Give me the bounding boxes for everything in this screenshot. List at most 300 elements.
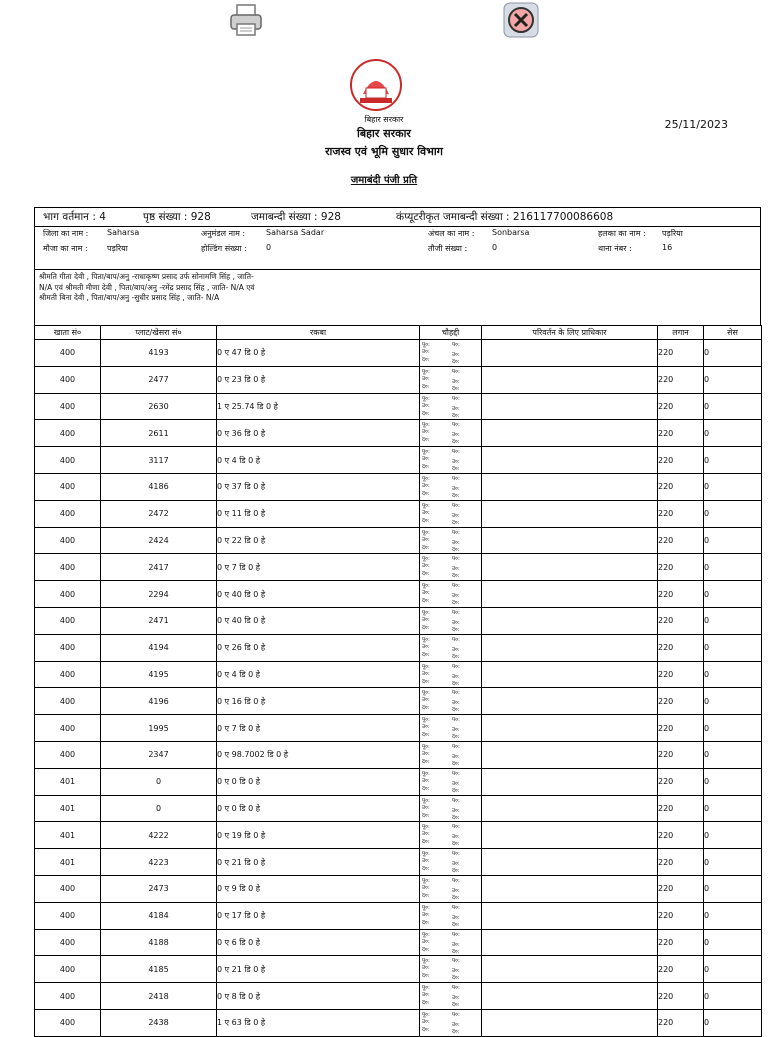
- government-name: बिहार सरकार: [357, 127, 411, 140]
- chauhaddi-west: प०:: [452, 422, 460, 429]
- chauhaddi-north-2: उ०:: [452, 1021, 460, 1028]
- ses-value: 0: [704, 366, 762, 393]
- lagan-value: 220: [658, 983, 704, 1010]
- ses-value: 0: [704, 849, 762, 876]
- chauhaddi-east: पू०:: [422, 583, 430, 590]
- lagan-value: 220: [658, 393, 704, 420]
- chauhaddi-west: प०:: [452, 475, 460, 482]
- chauhaddi-north: उ०:: [422, 938, 430, 945]
- pradhikar-cell: [482, 715, 658, 742]
- pradhikar-cell: [482, 688, 658, 715]
- plot-number: 3117: [101, 447, 217, 474]
- chauhaddi-east: पू०:: [422, 422, 430, 429]
- khata-number: 401: [35, 849, 101, 876]
- khata-number: 400: [35, 393, 101, 420]
- plot-number: 2438: [101, 1009, 217, 1036]
- chauhaddi-north-2: उ०:: [452, 512, 460, 519]
- close-button[interactable]: [503, 2, 539, 38]
- divider: [35, 269, 760, 270]
- chauhaddi-north-2: उ०:: [452, 352, 460, 358]
- halka-value: पड़रिया: [662, 229, 683, 238]
- zila-value: Saharsa: [107, 228, 140, 237]
- chauhaddi-south: द०:: [422, 517, 430, 524]
- chauhaddi-north: उ०:: [422, 724, 430, 731]
- chauhaddi-cell: [420, 581, 482, 608]
- lagan-value: 220: [658, 473, 704, 500]
- khata-number: 400: [35, 661, 101, 688]
- chauhaddi-north: उ०:: [422, 482, 430, 489]
- pradhikar-cell: [482, 768, 658, 795]
- table-row: [35, 768, 762, 795]
- col-pradhikar: परिवर्तन के लिए प्राधिकार: [482, 326, 658, 340]
- chauhaddi-west: प०:: [452, 931, 460, 938]
- chauhaddi-south: द०:: [422, 490, 430, 497]
- lagan-value: 220: [658, 875, 704, 902]
- chauhaddi-south-2: द०:: [452, 975, 460, 982]
- lagan-value: 220: [658, 822, 704, 849]
- plot-number: 4195: [101, 661, 217, 688]
- chauhaddi-west: प०:: [452, 342, 460, 348]
- lagan-value: 220: [658, 500, 704, 527]
- chauhaddi-west: प०:: [452, 824, 460, 831]
- chauhaddi-south: द०:: [422, 866, 430, 873]
- plot-number: 2473: [101, 875, 217, 902]
- chauhaddi-south-2: द०:: [452, 1002, 460, 1009]
- chauhaddi-north: उ०:: [422, 697, 430, 704]
- chauhaddi-south: द०:: [422, 1026, 430, 1033]
- pradhikar-cell: [482, 420, 658, 447]
- rakba-area: 0 ए 4 डि 0 हे: [217, 661, 420, 688]
- lagan-value: 220: [658, 902, 704, 929]
- chauhaddi-south: द०:: [422, 705, 430, 712]
- chauhaddi-south: द०:: [422, 919, 430, 926]
- tauzi-value: 0: [492, 243, 498, 252]
- khata-number: 400: [35, 340, 101, 367]
- table-row: [35, 1009, 762, 1036]
- chauhaddi-north: उ०:: [422, 965, 430, 972]
- khata-number: 400: [35, 500, 101, 527]
- pradhikar-cell: [482, 956, 658, 983]
- chauhaddi-south: द०:: [422, 624, 430, 631]
- chauhaddi-west: प०:: [452, 770, 460, 777]
- ses-value: 0: [704, 581, 762, 608]
- chauhaddi-west: प०:: [452, 583, 460, 590]
- chauhaddi-south-2: द०:: [452, 760, 460, 767]
- chauhaddi-east: पू०:: [422, 475, 430, 482]
- pradhikar-cell: [482, 902, 658, 929]
- ses-value: 0: [704, 500, 762, 527]
- chauhaddi-south-2: द०:: [452, 439, 460, 446]
- plot-number: 0: [101, 795, 217, 822]
- rakba-area: 0 ए 6 डि 0 हे: [217, 929, 420, 956]
- prishth-sankhya: पृष्ठ संख्या : 928: [143, 211, 211, 223]
- ses-value: 0: [704, 741, 762, 768]
- thana-label: थाना नंबर :: [598, 244, 632, 253]
- plot-number: 4185: [101, 956, 217, 983]
- rakba-area: 0 ए 36 डि 0 हे: [217, 420, 420, 447]
- chauhaddi-north-2: उ०:: [452, 727, 460, 734]
- chauhaddi-north: उ०:: [422, 429, 430, 436]
- chauhaddi-cell: [420, 795, 482, 822]
- chauhaddi-north-2: उ०:: [452, 941, 460, 948]
- plot-number: 2418: [101, 983, 217, 1010]
- lagan-value: 220: [658, 527, 704, 554]
- chauhaddi-east: पू०:: [422, 770, 430, 777]
- plot-number: 4193: [101, 340, 217, 367]
- pradhikar-cell: [482, 473, 658, 500]
- chauhaddi-cell: [420, 715, 482, 742]
- chauhaddi-north: उ०:: [422, 831, 430, 838]
- lagan-value: 220: [658, 768, 704, 795]
- chauhaddi-cell: [420, 983, 482, 1010]
- chauhaddi-south-2: द०:: [452, 412, 460, 419]
- col-plot: प्लाट/खेसरा सं०: [101, 326, 217, 340]
- chauhaddi-east: पू०:: [422, 663, 430, 670]
- table-row: [35, 447, 762, 474]
- lagan-value: 220: [658, 1009, 704, 1036]
- plot-number: 2477: [101, 366, 217, 393]
- department-name: राजस्व एवं भूमि सुधार विभाग: [325, 145, 443, 158]
- lagan-value: 220: [658, 340, 704, 367]
- khata-number: 400: [35, 581, 101, 608]
- chauhaddi-cell: [420, 420, 482, 447]
- chauhaddi-cell: [420, 634, 482, 661]
- chauhaddi-west: प०:: [452, 529, 460, 536]
- chauhaddi-south-2: द०:: [452, 868, 460, 875]
- plot-number: 2472: [101, 500, 217, 527]
- chauhaddi-north-2: उ०:: [452, 432, 460, 439]
- lagan-value: 220: [658, 849, 704, 876]
- jamabandi-sankhya: जमाबन्दी संख्या : 928: [251, 211, 341, 223]
- chauhaddi-south-2: द०:: [452, 519, 460, 526]
- chauhaddi-north: उ०:: [422, 563, 430, 570]
- chauhaddi-west: प०:: [452, 743, 460, 750]
- chauhaddi-east: पू०:: [422, 502, 430, 509]
- pradhikar-cell: [482, 581, 658, 608]
- table-header-row: [35, 326, 762, 340]
- chauhaddi-east: पू०:: [422, 556, 430, 563]
- chauhaddi-south: द०:: [422, 758, 430, 765]
- chauhaddi-north-2: उ०:: [452, 673, 460, 680]
- chauhaddi-south-2: द०:: [452, 492, 460, 499]
- rakba-area: 0 ए 16 डि 0 हे: [217, 688, 420, 715]
- chauhaddi-east: पू०:: [422, 877, 430, 884]
- plot-number: 0: [101, 768, 217, 795]
- chauhaddi-south: द०:: [422, 1000, 430, 1007]
- table-row: [35, 661, 762, 688]
- printer-icon: [228, 2, 264, 38]
- pradhikar-cell: [482, 393, 658, 420]
- computerized-jamabandi: कंप्यूटरीकृत जमाबन्दी संख्या : 216117700086608: [396, 211, 614, 223]
- table-row: [35, 715, 762, 742]
- chauhaddi-cell: [420, 956, 482, 983]
- chauhaddi-south: द०:: [422, 437, 430, 444]
- chauhaddi-cell: [420, 902, 482, 929]
- chauhaddi-cell: [420, 393, 482, 420]
- lagan-value: 220: [658, 715, 704, 742]
- chauhaddi-east: पू०:: [422, 904, 430, 911]
- chauhaddi-south-2: द०:: [452, 600, 460, 607]
- chauhaddi-north: उ०:: [422, 536, 430, 543]
- chauhaddi-south-2: द०:: [452, 707, 460, 714]
- tauzi-label: तौजी संख्या :: [428, 244, 468, 253]
- info-row-1: [35, 208, 760, 227]
- chauhaddi-north-2: उ०:: [452, 539, 460, 546]
- chauhaddi-north: उ०:: [422, 402, 430, 409]
- plot-number: 4196: [101, 688, 217, 715]
- chauhaddi-south-2: द०:: [452, 680, 460, 687]
- plot-number: 2294: [101, 581, 217, 608]
- holding-label: होल्डिंग संख्या :: [201, 244, 247, 253]
- chauhaddi-east: पू०:: [422, 797, 430, 804]
- rakba-area: 0 ए 26 डि 0 हे: [217, 634, 420, 661]
- pradhikar-cell: [482, 527, 658, 554]
- chauhaddi-east: पू०:: [422, 395, 430, 402]
- table-row: [35, 795, 762, 822]
- ses-value: 0: [704, 1009, 762, 1036]
- chauhaddi-south: द०:: [422, 598, 430, 605]
- pradhikar-cell: [482, 741, 658, 768]
- pradhikar-cell: [482, 1009, 658, 1036]
- rakba-area: 0 ए 8 डि 0 हे: [217, 983, 420, 1010]
- chauhaddi-north: उ०:: [422, 992, 430, 999]
- chauhaddi-west: प०:: [452, 368, 460, 375]
- pradhikar-cell: [482, 634, 658, 661]
- zila-label: जिला का नाम :: [43, 229, 89, 238]
- plot-number: 2611: [101, 420, 217, 447]
- mauja-value: पड़रिया: [107, 244, 128, 253]
- chauhaddi-south: द०:: [422, 946, 430, 953]
- rakba-area: 0 ए 23 डि 0 हे: [217, 366, 420, 393]
- chauhaddi-north: उ०:: [422, 616, 430, 623]
- bhag-vartaman: भाग वर्तमान : 4: [43, 211, 106, 223]
- ses-value: 0: [704, 983, 762, 1010]
- khata-number: 401: [35, 768, 101, 795]
- ses-value: 0: [704, 527, 762, 554]
- rakba-area: 0 ए 37 डि 0 हे: [217, 473, 420, 500]
- lagan-value: 220: [658, 929, 704, 956]
- ses-value: 0: [704, 607, 762, 634]
- pradhikar-cell: [482, 875, 658, 902]
- chauhaddi-south: द०:: [422, 812, 430, 819]
- rakba-area: 0 ए 19 डि 0 हे: [217, 822, 420, 849]
- chauhaddi-west: प०:: [452, 690, 460, 697]
- plot-number: 4223: [101, 849, 217, 876]
- ses-value: 0: [704, 393, 762, 420]
- chauhaddi-cell: [420, 822, 482, 849]
- chauhaddi-south-2: द०:: [452, 1028, 460, 1035]
- ses-value: 0: [704, 688, 762, 715]
- khata-number: 400: [35, 634, 101, 661]
- chauhaddi-south-2: द०:: [452, 841, 460, 848]
- jamabandi-info: [34, 207, 761, 326]
- ses-value: 0: [704, 661, 762, 688]
- chauhaddi-east: पू०:: [422, 851, 430, 858]
- chauhaddi-south-2: द०:: [452, 466, 460, 473]
- lagan-value: 220: [658, 956, 704, 983]
- rakba-area: 0 ए 11 डि 0 हे: [217, 500, 420, 527]
- page-title: जमाबंदी पंजी प्रति: [350, 175, 418, 186]
- chauhaddi-east: पू०:: [422, 931, 430, 938]
- chauhaddi-south-2: द०:: [452, 573, 460, 580]
- chauhaddi-cell: [420, 929, 482, 956]
- chauhaddi-west: प०:: [452, 958, 460, 965]
- chauhaddi-east: पू०:: [422, 958, 430, 965]
- chauhaddi-cell: [420, 1009, 482, 1036]
- table-row: [35, 634, 762, 661]
- rakba-area: 0 ए 40 डि 0 हे: [217, 581, 420, 608]
- chauhaddi-south: द०:: [422, 410, 430, 417]
- chauhaddi-south: द०:: [422, 732, 430, 739]
- chauhaddi-east: पू०:: [422, 636, 430, 643]
- chauhaddi-north-2: उ०:: [452, 378, 460, 385]
- chauhaddi-cell: [420, 849, 482, 876]
- chauhaddi-east: पू०:: [422, 985, 430, 992]
- lagan-value: 220: [658, 661, 704, 688]
- chauhaddi-east: पू०:: [422, 717, 430, 724]
- khata-number: 400: [35, 473, 101, 500]
- rakba-area: 0 ए 0 डि 0 हे: [217, 795, 420, 822]
- chauhaddi-north-2: उ०:: [452, 459, 460, 466]
- chauhaddi-south: द०:: [422, 973, 430, 980]
- lagan-value: 220: [658, 741, 704, 768]
- print-date: 25/11/2023: [664, 118, 728, 131]
- chauhaddi-cell: [420, 661, 482, 688]
- table-row: [35, 688, 762, 715]
- chauhaddi-south: द०:: [422, 839, 430, 846]
- khata-number: 400: [35, 715, 101, 742]
- table-row: [35, 875, 762, 902]
- col-ses: सेस: [704, 326, 762, 340]
- khata-number: 400: [35, 741, 101, 768]
- pradhikar-cell: [482, 554, 658, 581]
- table-row: [35, 500, 762, 527]
- chauhaddi-north: उ०:: [422, 375, 430, 382]
- table-row: [35, 527, 762, 554]
- chauhaddi-north-2: उ०:: [452, 834, 460, 841]
- chauhaddi-south-2: द०:: [452, 814, 460, 821]
- chauhaddi-south-2: द०:: [452, 894, 460, 901]
- khata-number: 400: [35, 366, 101, 393]
- ses-value: 0: [704, 473, 762, 500]
- lagan-value: 220: [658, 447, 704, 474]
- emblem-caption: बिहार सरकार: [364, 115, 404, 124]
- col-lagan: लगान: [658, 326, 704, 340]
- chauhaddi-east: पू०:: [422, 824, 430, 831]
- col-khata: खाता सं०: [35, 326, 101, 340]
- lagan-value: 220: [658, 688, 704, 715]
- chauhaddi-north: उ०:: [422, 777, 430, 784]
- plot-number: 2471: [101, 607, 217, 634]
- chauhaddi-north-2: उ०:: [452, 968, 460, 975]
- chauhaddi-north: उ०:: [422, 349, 430, 355]
- chauhaddi-north-2: उ०:: [452, 593, 460, 600]
- rakba-area: 0 ए 7 डि 0 हे: [217, 715, 420, 742]
- rakba-area: 0 ए 21 डि 0 हे: [217, 956, 420, 983]
- table-row: [35, 849, 762, 876]
- khata-number: 400: [35, 420, 101, 447]
- chauhaddi-south-2: द०:: [452, 385, 460, 392]
- pradhikar-cell: [482, 447, 658, 474]
- chauhaddi-north-2: उ०:: [452, 700, 460, 707]
- chauhaddi-east: पू०:: [422, 609, 430, 616]
- chauhaddi-cell: [420, 473, 482, 500]
- rakba-area: 0 ए 0 डि 0 हे: [217, 768, 420, 795]
- chauhaddi-cell: [420, 554, 482, 581]
- rakba-area: 0 ए 40 डि 0 हे: [217, 607, 420, 634]
- jamabandi-table: [34, 325, 762, 1037]
- chauhaddi-north-2: उ०:: [452, 780, 460, 787]
- rakba-area: 0 ए 47 डि 0 हे: [217, 340, 420, 367]
- ses-value: 0: [704, 447, 762, 474]
- lagan-value: 220: [658, 795, 704, 822]
- chauhaddi-west: प०:: [452, 717, 460, 724]
- chauhaddi-south-2: द०:: [452, 734, 460, 741]
- ses-value: 0: [704, 822, 762, 849]
- chauhaddi-west: प०:: [452, 1011, 460, 1018]
- lagan-value: 220: [658, 420, 704, 447]
- chauhaddi-south-2: द०:: [452, 921, 460, 928]
- chauhaddi-cell: [420, 688, 482, 715]
- ses-value: 0: [704, 902, 762, 929]
- khata-number: 401: [35, 795, 101, 822]
- chauhaddi-east: पू०:: [422, 690, 430, 697]
- khata-number: 400: [35, 983, 101, 1010]
- holding-value: 0: [266, 243, 272, 252]
- chauhaddi-west: प०:: [452, 556, 460, 563]
- chauhaddi-west: प०:: [452, 636, 460, 643]
- chauhaddi-cell: [420, 500, 482, 527]
- khata-number: 400: [35, 554, 101, 581]
- rakba-area: 0 ए 17 डि 0 हे: [217, 902, 420, 929]
- chauhaddi-south: द०:: [422, 892, 430, 899]
- pradhikar-cell: [482, 795, 658, 822]
- chauhaddi-east: पू०:: [422, 342, 430, 348]
- chauhaddi-cell: [420, 741, 482, 768]
- plot-number: 4186: [101, 473, 217, 500]
- chauhaddi-north: उ०:: [422, 804, 430, 811]
- chauhaddi-east: पू०:: [422, 368, 430, 375]
- chauhaddi-south-2: द०:: [452, 546, 460, 553]
- bihar-emblem-logo: [349, 58, 403, 116]
- chauhaddi-south-2: द०:: [452, 787, 460, 794]
- ses-value: 0: [704, 875, 762, 902]
- chauhaddi-north: उ०:: [422, 911, 430, 918]
- chauhaddi-north: उ०:: [422, 509, 430, 516]
- rakba-area: 0 ए 9 डि 0 हे: [217, 875, 420, 902]
- chauhaddi-north-2: उ०:: [452, 405, 460, 412]
- plot-number: 4194: [101, 634, 217, 661]
- close-icon: [503, 2, 539, 38]
- rakba-area: 0 ए 7 डि 0 हे: [217, 554, 420, 581]
- chauhaddi-east: पू०:: [422, 1011, 430, 1018]
- plot-number: 4222: [101, 822, 217, 849]
- print-button[interactable]: [228, 2, 264, 38]
- lagan-value: 220: [658, 366, 704, 393]
- chauhaddi-west: प०:: [452, 449, 460, 456]
- chauhaddi-cell: [420, 340, 482, 367]
- anchal-label: अंचल का नाम :: [428, 229, 475, 238]
- table-row: [35, 554, 762, 581]
- chauhaddi-north-2: उ०:: [452, 861, 460, 868]
- chauhaddi-south-2: द०:: [452, 653, 460, 660]
- chauhaddi-north-2: उ०:: [452, 619, 460, 626]
- chauhaddi-cell: [420, 447, 482, 474]
- anumandal-value: Saharsa Sadar: [266, 228, 325, 237]
- pradhikar-cell: [482, 849, 658, 876]
- table-row: [35, 822, 762, 849]
- chauhaddi-north: उ०:: [422, 1018, 430, 1025]
